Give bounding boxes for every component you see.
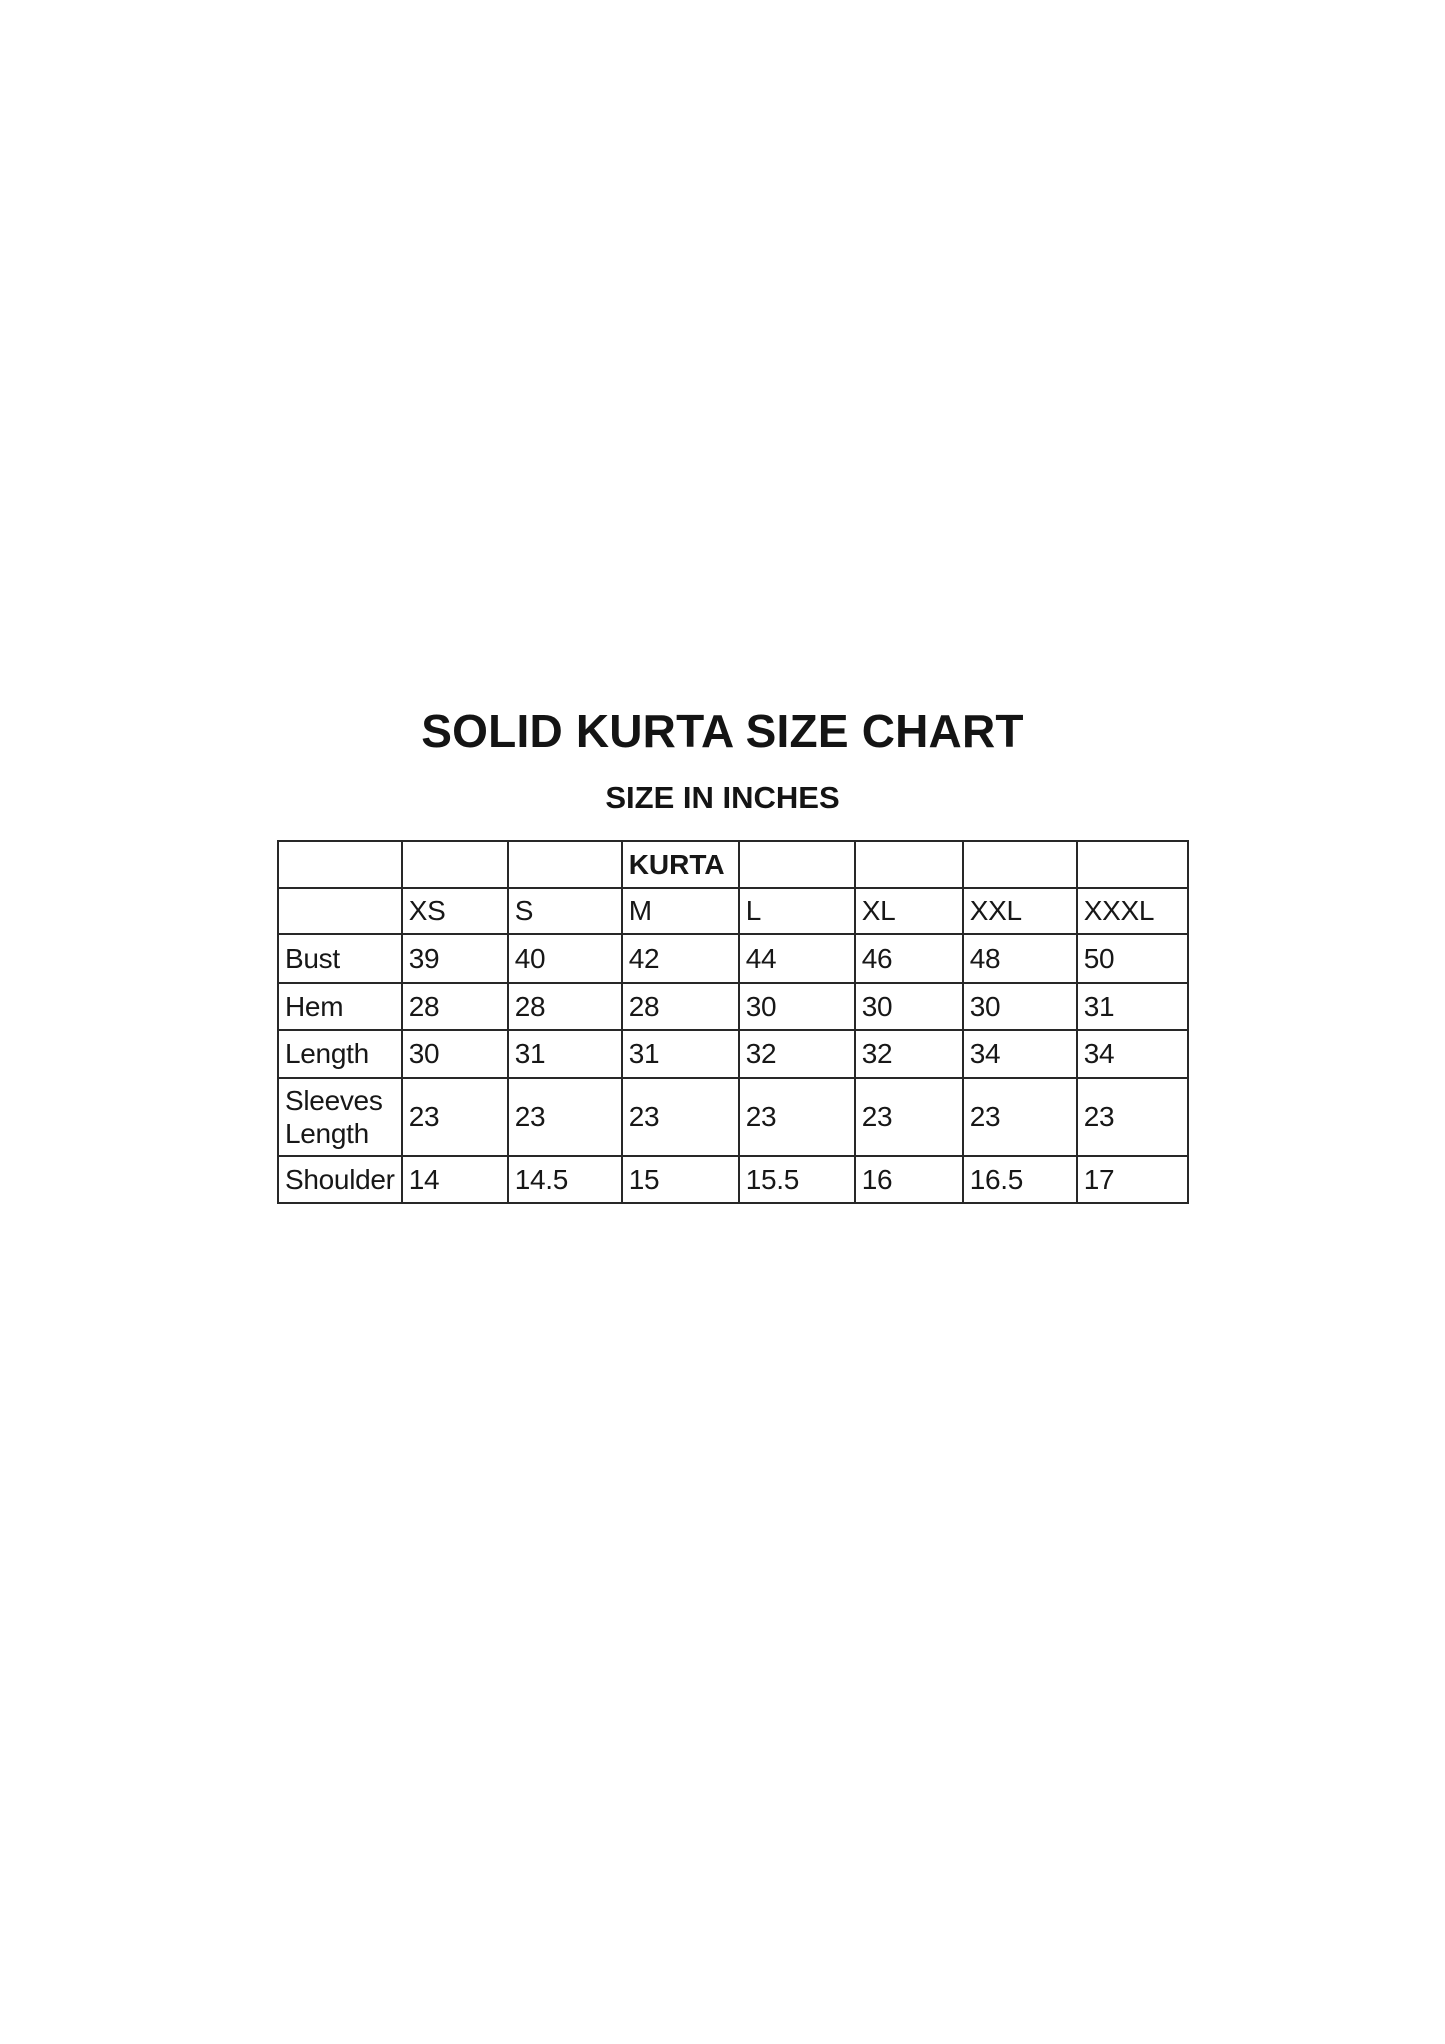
value-cell: 30: [739, 983, 855, 1030]
value-cell: 23: [963, 1078, 1077, 1156]
value-cell: 28: [402, 983, 508, 1030]
value-cell: 23: [622, 1078, 739, 1156]
row-label-cell: Length: [278, 1030, 402, 1078]
value-cell: 34: [1077, 1030, 1188, 1078]
empty-cell: [739, 841, 855, 888]
empty-cell: [855, 841, 963, 888]
value-cell: 39: [402, 934, 508, 983]
value-cell: 46: [855, 934, 963, 983]
value-cell: 30: [402, 1030, 508, 1078]
value-cell: 23: [855, 1078, 963, 1156]
value-cell: 31: [622, 1030, 739, 1078]
size-header-cell: XL: [855, 888, 963, 934]
value-cell: 15.5: [739, 1156, 855, 1203]
size-chart-table: [277, 840, 1189, 1204]
empty-cell: [278, 888, 402, 934]
group-header-cell: KURTA: [622, 841, 739, 888]
row-label-cell: Hem: [278, 983, 402, 1030]
value-cell: 31: [508, 1030, 622, 1078]
value-cell: 42: [622, 934, 739, 983]
value-cell: 44: [739, 934, 855, 983]
value-cell: 14: [402, 1156, 508, 1203]
page-title: SOLID KURTA SIZE CHART: [421, 705, 1024, 757]
group-header-row: [278, 841, 1188, 888]
value-cell: 30: [855, 983, 963, 1030]
table-row-bust: [278, 934, 1188, 983]
value-cell: 28: [622, 983, 739, 1030]
empty-cell: [1077, 841, 1188, 888]
size-header-cell: M: [622, 888, 739, 934]
value-cell: 50: [1077, 934, 1188, 983]
size-header-row: [278, 888, 1188, 934]
value-cell: 14.5: [508, 1156, 622, 1203]
row-label-cell: Shoulder: [278, 1156, 402, 1203]
row-label-cell: Sleeves Length: [278, 1078, 402, 1156]
table-row-hem: [278, 983, 1188, 1030]
empty-cell: [278, 841, 402, 888]
value-cell: 30: [963, 983, 1077, 1030]
value-cell: 32: [855, 1030, 963, 1078]
value-cell: 16.5: [963, 1156, 1077, 1203]
row-label-cell: Bust: [278, 934, 402, 983]
value-cell: 48: [963, 934, 1077, 983]
value-cell: 28: [508, 983, 622, 1030]
size-header-cell: XS: [402, 888, 508, 934]
empty-cell: [963, 841, 1077, 888]
value-cell: 32: [739, 1030, 855, 1078]
value-cell: 23: [508, 1078, 622, 1156]
value-cell: 31: [1077, 983, 1188, 1030]
empty-cell: [402, 841, 508, 888]
size-header-cell: XXXL: [1077, 888, 1188, 934]
value-cell: 17: [1077, 1156, 1188, 1203]
value-cell: 15: [622, 1156, 739, 1203]
value-cell: 23: [402, 1078, 508, 1156]
page-subtitle: SIZE IN INCHES: [605, 780, 840, 815]
table-row-shoulder: [278, 1156, 1188, 1203]
value-cell: 23: [739, 1078, 855, 1156]
value-cell: 40: [508, 934, 622, 983]
size-header-cell: XXL: [963, 888, 1077, 934]
table-row-sleeves-length: [278, 1078, 1188, 1156]
value-cell: 16: [855, 1156, 963, 1203]
table-row-length: [278, 1030, 1188, 1078]
value-cell: 23: [1077, 1078, 1188, 1156]
size-header-cell: L: [739, 888, 855, 934]
value-cell: 34: [963, 1030, 1077, 1078]
size-header-cell: S: [508, 888, 622, 934]
empty-cell: [508, 841, 622, 888]
